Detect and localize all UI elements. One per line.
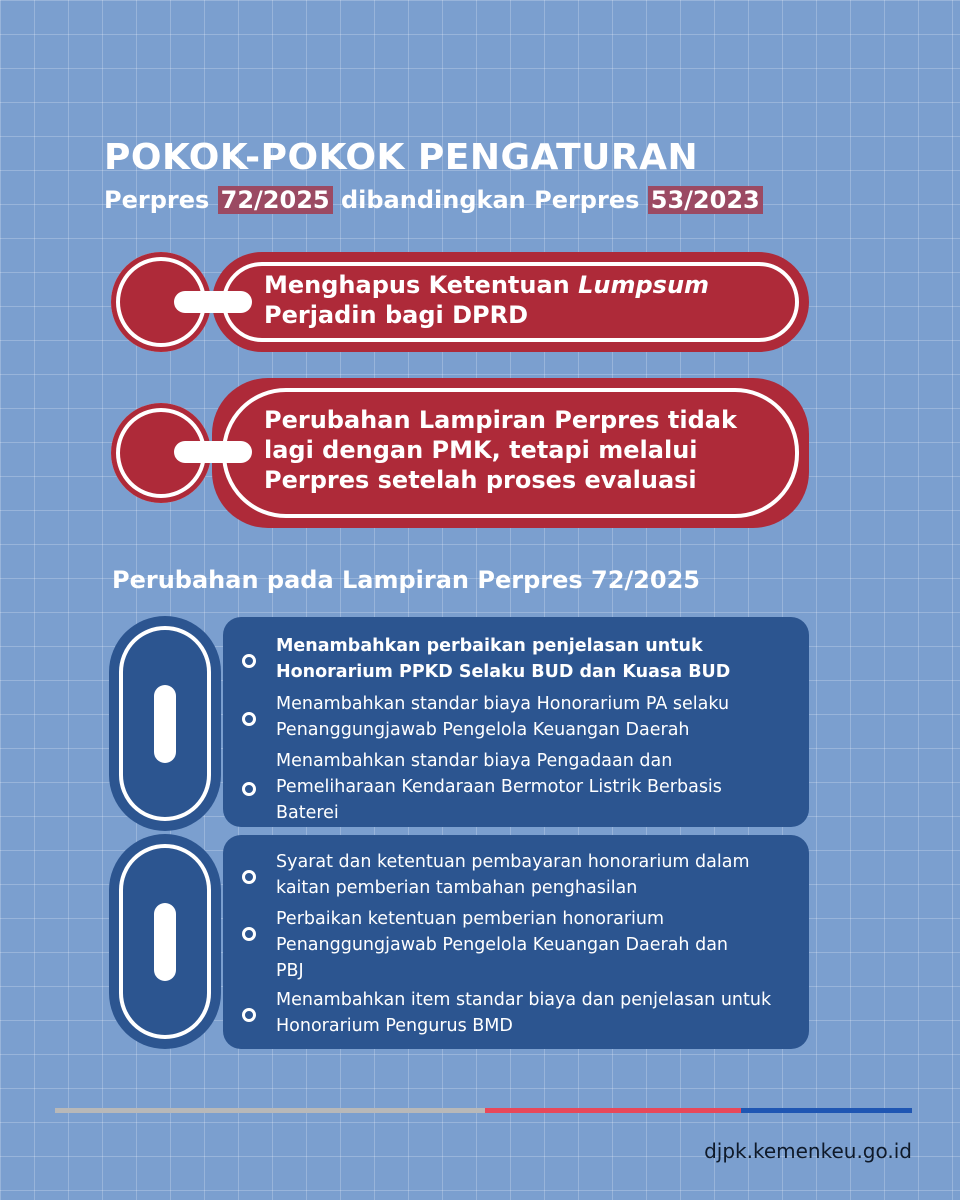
point-1-line-2: Perjadin bagi DPRD xyxy=(264,301,529,329)
card-1-capsule xyxy=(109,616,221,831)
point-2-line-1: Perubahan Lampiran Perpres tidak xyxy=(264,406,737,434)
list-item-line-3: Baterei xyxy=(276,803,339,823)
bullet-icon xyxy=(242,870,256,884)
card-2-capsule-bar xyxy=(154,903,176,981)
point-2-line-3: Perpres setelah proses evaluasi xyxy=(264,466,697,494)
point-1-connector xyxy=(174,291,252,313)
footer-bar-blue xyxy=(741,1108,912,1113)
point-1-line-1 xyxy=(264,270,709,300)
page-title: POKOK-POKOK PENGATURAN xyxy=(104,137,699,178)
bullet-icon xyxy=(242,654,256,668)
point-1-pill xyxy=(212,252,809,352)
bullet-icon xyxy=(242,782,256,796)
subtitle-text-1: Perpres xyxy=(104,186,218,214)
footer-url: djpk.kemenkeu.go.id xyxy=(704,1139,912,1163)
list-item-line-1: Menambahkan item standar biaya dan penjelasan untuk xyxy=(276,990,772,1010)
list-item-line-2: Pemeliharaan Kendaraan Bermotor Listrik Berbasis xyxy=(276,777,722,797)
point-2-text xyxy=(264,405,737,495)
list-item-line-2: Penanggungjawab Pengelola Keuangan Daerah xyxy=(276,720,690,740)
list-item-text xyxy=(276,691,803,743)
point-2-line-2: lagi dengan PMK, tetapi melalui xyxy=(264,436,698,464)
list-item-line-1: Syarat dan ketentuan pembayaran honorarium dalam xyxy=(276,852,750,872)
list-item-line-1: Perbaikan ketentuan pemberian honorarium xyxy=(276,909,665,929)
point-1-text xyxy=(264,270,709,330)
section-heading: Perubahan pada Lampiran Perpres 72/2025 xyxy=(112,566,700,594)
list-item-line-2: Penanggungjawab Pengelola Keuangan Daerah dan xyxy=(276,935,729,955)
list-item-text xyxy=(276,906,803,984)
list-item-text xyxy=(276,633,803,685)
list-item-text xyxy=(276,849,803,901)
page-subtitle xyxy=(104,184,763,216)
bullet-icon xyxy=(242,1008,256,1022)
point-1-text-italic: Lumpsum xyxy=(578,271,710,299)
card-2 xyxy=(223,835,809,1049)
subtitle-highlight-53-2023: 53/2023 xyxy=(648,186,763,214)
footer-bar-gray xyxy=(55,1108,485,1113)
point-2-pill xyxy=(212,378,809,528)
bullet-icon xyxy=(242,927,256,941)
list-item-line-1: Menambahkan perbaikan penjelasan untuk xyxy=(276,636,703,656)
bullet-icon xyxy=(242,712,256,726)
card-1-capsule-bar xyxy=(154,685,176,763)
list-item-text xyxy=(276,748,803,826)
list-item-line-1: Menambahkan standar biaya Pengadaan dan xyxy=(276,751,673,771)
list-item-line-3: PBJ xyxy=(276,961,304,981)
list-item-text xyxy=(276,987,807,1039)
point-1-text-before: Menghapus Ketentuan xyxy=(264,271,579,299)
card-2-capsule xyxy=(109,834,221,1049)
list-item-line-2: Honorarium PPKD Selaku BUD dan Kuasa BUD xyxy=(276,662,731,682)
subtitle-text-2: dibandingkan Perpres xyxy=(332,186,648,214)
list-item-line-2: kaitan pemberian tambahan penghasilan xyxy=(276,878,638,898)
point-2-connector xyxy=(174,441,252,463)
footer-bar-red xyxy=(485,1108,741,1113)
card-1 xyxy=(223,617,809,827)
list-item-line-2: Honorarium Pengurus BMD xyxy=(276,1016,513,1036)
subtitle-highlight-72-2025: 72/2025 xyxy=(218,186,333,214)
list-item-line-1: Menambahkan standar biaya Honorarium PA selaku xyxy=(276,694,730,714)
